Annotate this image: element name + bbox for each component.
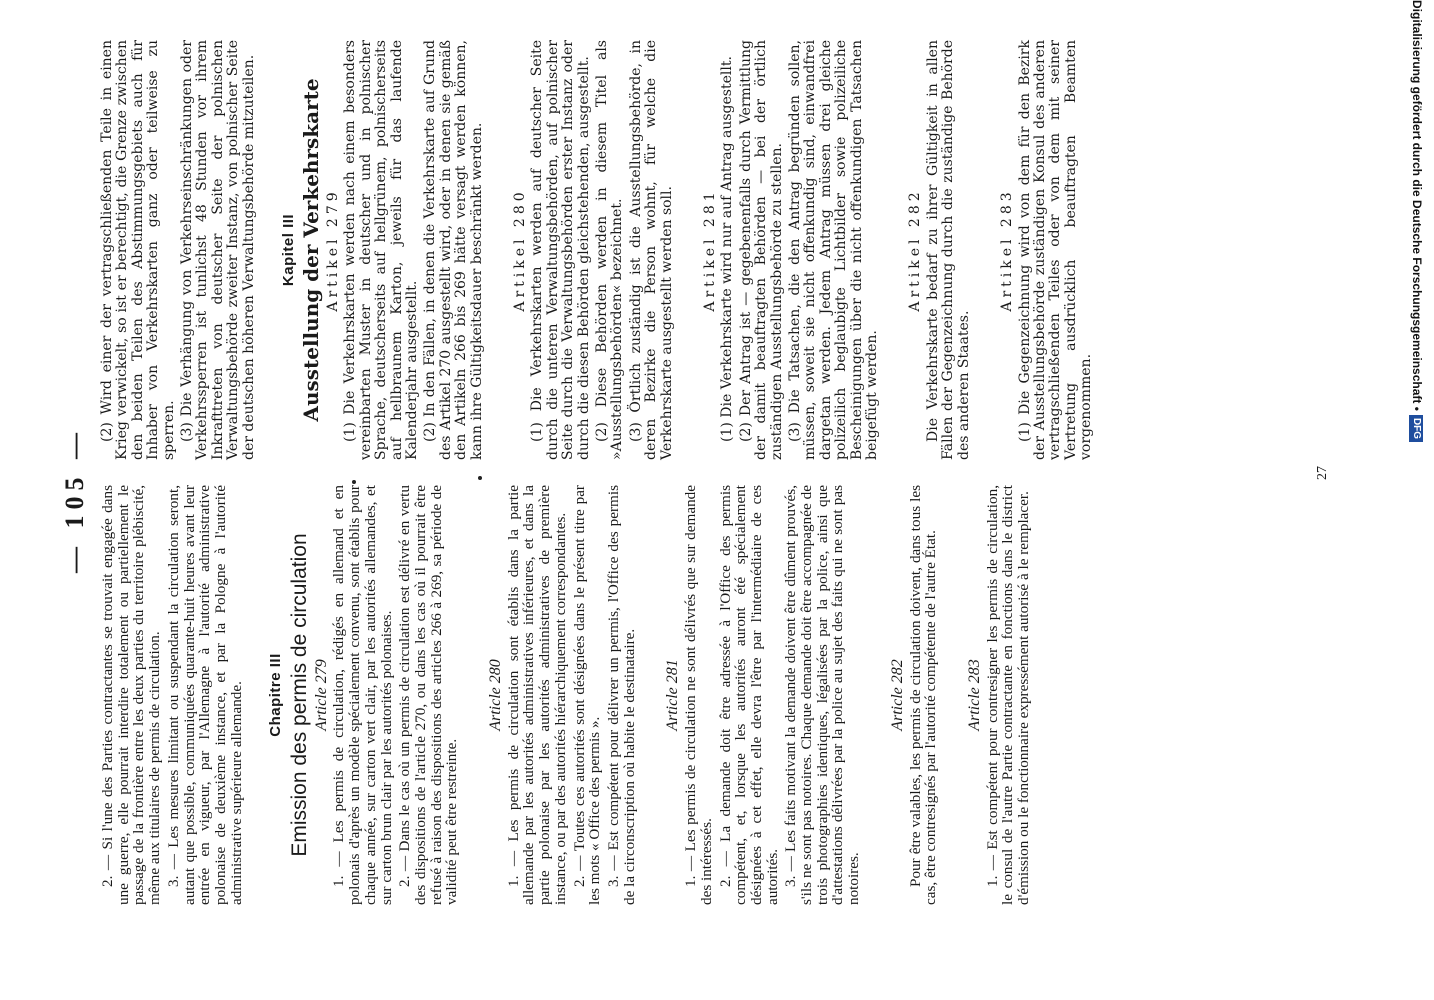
de-article-281-p2: (2) Der Antrag ist — gegebenenfalls durch Vermittlung der damit beauftragten Behörden — bei der örtlich zuständigen Ausstellungsbehörde zu stellen. [737, 40, 785, 460]
fr-article-283-heading: Article 283 [965, 659, 983, 731]
german-column [100, 40, 1098, 460]
fr-chapter-heading: Chapitre III [267, 653, 285, 737]
de-article-282-p1: Die Verkehrskarte bedarf zu ihrer Gültigkeit in allen Fällen der Gegenzeichnung durch die zuständige Behörde des anderen Staates. [924, 40, 972, 460]
de-intro-paragraph-2: (2) Wird einer der vertragschließenden Teile in einen Krieg verwickelt, so ist er berechtigt, die Grenze zwischen den beiden Teilen des Abstimmungsgebiets auch für Inhaber von Verkehrskarten ganz oder teilweise zu sperren. [99, 40, 177, 460]
de-article-279-heading: Artikel 279 [324, 188, 341, 312]
de-article-280-heading: Artikel 280 [511, 188, 528, 312]
ink-speck [478, 476, 482, 480]
de-chapter-heading: Kapitel III [280, 213, 298, 287]
de-section-title: Ausstellung der Verkehrskarte [299, 78, 324, 422]
fr-article-281-heading: Article 281 [664, 659, 682, 731]
de-article-283-heading: Artikel 283 [999, 188, 1016, 312]
fr-article-279-p2: 2. — Dans le cas où un permis de circulation est délivré en vertu des dispositions de l'article 270, ou dans les cas où il pourrait être refusé à raison des dispositions des articles 266 à 269, sa période de validité peut être restreinte. [396, 485, 461, 905]
de-article-281-p3: (3) Die Tatsachen, die den Antrag begründen sollen, müssen, soweit sie nicht offenkundig sind, einwandfrei dargetan werden. Jedem Antrag müssen drei gleiche polizeilich beglaubigte Lichtbilder sowie polizeiliche Bescheinigungen über die nicht offenkundigen Tatsachen beigefügt werden. [787, 40, 881, 460]
page-number-header: — 105 — [60, 427, 89, 573]
fr-article-280-p2: 2. — Toutes ces autorités sont désignées dans le présent titre par les mots « Office des permis ». [570, 485, 604, 905]
de-intro-paragraph-3: (3) Die Verhängung von Verkehrseinschränkungen oder Verkehrssperren ist tunlichst 48 Stunden vor ihrem Inkrafttreten von deutscher Seite der polnischen Verwaltungsbehörde zweiter Instanz, von polnischer Seite der deutschen höheren Verwaltungsbehörde mitzuteilen. [179, 40, 257, 460]
de-article-281-heading: Artikel 281 [702, 188, 718, 312]
fr-article-280-p3: 3. — Est compétent pour délivrer un permis, l'Office des permis de la circonscription où habite le destinataire. [604, 485, 638, 905]
digitization-credit [1400, 0, 1434, 1000]
dfg-logo: DFG [1409, 415, 1423, 442]
french-column [100, 485, 1035, 905]
digitization-credit-text: Digitalisierung gefördert durch die Deutsche Forschungsgemeinschaft • [1410, 0, 1424, 411]
fr-section-title: Emission des permis de circulation [288, 533, 312, 857]
de-article-280-p1: (1) Die Verkehrskarten werden auf deutscher Seite durch die unteren Verwaltungsbehörden, auf polnischer Seite durch die Verwaltungsbehörden erster Instanz oder durch die diesen Behörden gleichstehenden, ausgestellt. [529, 40, 592, 460]
de-article-281-p1: (1) Die Verkehrskarte wird nur auf Antrag ausgestellt. [719, 56, 736, 442]
de-article-280-p2: (2) Diese Behörden werden in diesem Titel als »Ausstellungsbehörden« bezeichnet. [593, 40, 626, 460]
de-article-283-p1: (1) Die Gegenzeichnung wird von dem für den Bezirk der Ausstellungsbehörde zuständigen Konsul des anderen vertragschließenden Teiles oder von dem mit seiner Vertretung ausdrücklich beauftragten Beamten vorgenommen. [1016, 40, 1095, 460]
de-article-282-heading: Artikel 282 [907, 188, 924, 312]
fr-article-281-p3: 3. — Les faits motivant la demande doivent être dûment prouvés, s'ils ne sont pas notoires. Chaque demande doit être accompagnée de trois photographies identiques, légalisées par la police, ainsi que d'attestations délivrées par la police au sujet des faits qui ne sont pas notoires. [782, 485, 863, 905]
fr-article-280-p1: 1. — Les permis de circulation sont établis dans la partie allemande par les autorités administratives inférieures, et dans la partie polonaise par les autorités administratives de première instance, ou par des autorités hiérarchiquement correspondantes. [504, 485, 569, 905]
de-article-280-p3: (3) Örtlich zuständig ist die Ausstellungsbehörde, in deren Bezirke die Person wohnt, für welche die Verkehrskarte ausgestellt werden soll. [627, 40, 675, 460]
fr-article-283-p1: 1. — Est compétent pour contresigner les permis de circulation, le consul de l'autre Partie contractante en fonctions dans le district d'émission ou le fonctionnaire expressément autorisé à le remplacer. [983, 485, 1033, 905]
fr-article-281-p1: 1. — Les permis de circulation ne sont délivrés que sur demande des intéressés. [682, 485, 715, 905]
fr-article-282-p1: Pour être valables, les permis de circulation doivent, dans tous les cas, être contresignés par l'autorité compétente de l'autre État. [906, 485, 940, 905]
footer-page-number: 27 [1315, 466, 1330, 480]
ink-speck [352, 480, 356, 484]
fr-article-280-heading: Article 280 [487, 659, 505, 731]
fr-article-281-p2: 2. — La demande doit être adressée à l'Office des permis compétent, et, lorsque les autorités auront été spécialement désignées à cet effet, elle devra l'être par l'intermédiaire de ces autorités. [716, 485, 781, 905]
fr-article-279-p1: 1. — Les permis de circulation, rédigés en allemand et en polonais d'après un modèle spécialement convenu, sont établis pour chaque année, sur carton vert clair, par les autorités allemandes, et sur carton brun clair par les autorités polonaises. [330, 485, 395, 905]
de-article-279-p1: (1) Die Verkehrskarten werden nach einem besonders vereinbarten Muster in deutscher und in polnischer Sprache, deutscherseits auf hellgrünem, polnischerseits auf hellbraunem Karton, jeweils für das laufende Kalenderjahr ausgestellt. [342, 40, 420, 460]
fr-article-282-heading: Article 282 [888, 659, 906, 731]
fr-article-279-heading: Article 279 [312, 659, 330, 731]
fr-intro-paragraph-3: 3. — Les mesures limitant ou suspendant la circulation seront, autant que possible, communiquées quarante-huit heures avant leur entrée en vigueur, par l'Allemagne à l'autorité administrative polonaise de deuxième instance, et par la Pologne à l'autorité administrative supérieure allemande. [164, 485, 245, 905]
de-article-279-p2: (2) In den Fällen, in denen die Verkehrskarte auf Grund des Artikel 270 ausgestellt wird, oder in denen sie gemäß den Artikeln 266 bis 269 hätte versagt werden können, kann ihre Gültigkeitsdauer beschränkt werden. [422, 40, 485, 460]
fr-intro-paragraph-2: 2. — Si l'une des Parties contractantes se trouvait engagée dans une guerre, elle pourrait interdire totalement ou partiellement le passage de la frontière entre les deux parties du territoire plébiscité, même aux titulaires de permis de circulation. [99, 485, 164, 905]
